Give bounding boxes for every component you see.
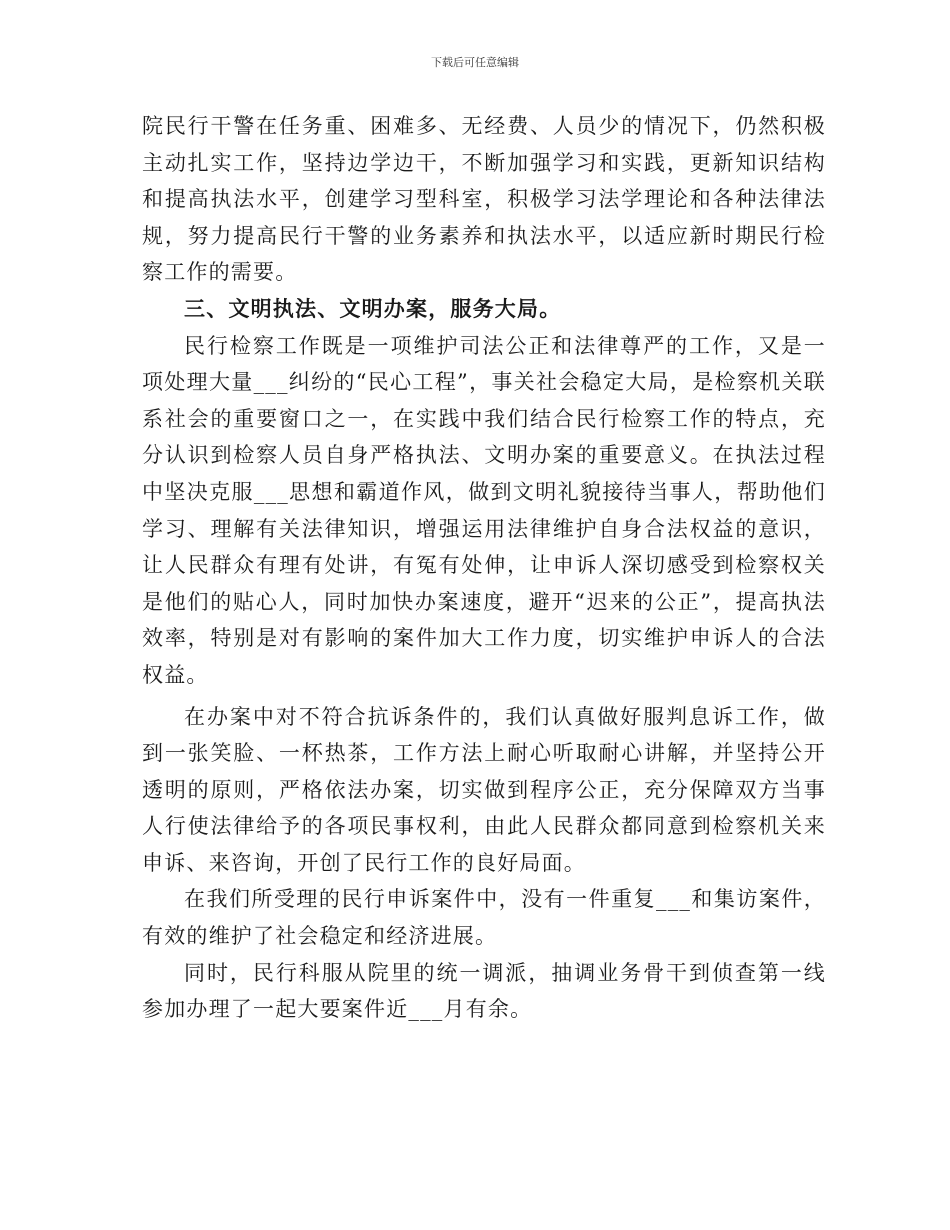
page-header: 下载后可任意编辑 xyxy=(431,56,519,69)
paragraph: 在办案中对不符合抗诉条件的，我们认真做好服判息诉工作，做到一张笑脸、一杯热茶，工作方法上耐心听取耐心讲解，并坚持公开透明的原则，严格依法办案，切实做到程序公正，充分保障双方当事人行使法律给予的各项民事权利，由此人民群众都同意到检察机关来申诉、来咨询，开创了民行工作的良好局面。 xyxy=(142,704,826,875)
paragraph-continued: 院民行干警在任务重、困难多、无经费、人员少的情况下，仍然积极主动扎实工作，坚持边学边干，不断加强学习和实践，更新知识结构和提高执法水平，创建学习型科室，积极学习法学理论和各种法律法规，努力提高民行干警的业务素养和执法水平，以适应新时期民行检察工作的需要。 xyxy=(142,114,826,285)
section-heading: 三、文明执法、文明办案，服务大局。 xyxy=(184,295,562,321)
paragraph: 在我们所受理的民行申诉案件中，没有一件重复___和集访案件，有效的维护了社会稳定和经济进展。 xyxy=(142,887,826,949)
paragraph: 民行检察工作既是一项维护司法公正和法律尊严的工作，又是一项处理大量___纠纷的“民心工程”，事关社会稳定大局，是检察机关联系社会的重要窗口之一，在实践中我们结合民行检察工作的特点，充分认识到检察人员自身严格执法、文明办案的重要意义。在执法过程中坚决克服___思想和霸道作风，做到文明礼貌接待当事人，帮助他们学习、理解有关法律知识，增强运用法律维护自身合法权益的意识，让人民群众有理有处讲，有冤有处伸，让申诉人深切感受到检察权关是他们的贴心人，同时加快办案速度，避开“迟来的公正”，提高执法效率，特别是对有影响的案件加大工作力度，切实维护申诉人的合法权益。 xyxy=(142,333,826,687)
document-body xyxy=(142,108,826,1028)
paragraph: 同时，民行科服从院里的统一调派，抽调业务骨干到侦查第一线参加办理了一起大要案件近___月有余。 xyxy=(142,960,826,1022)
